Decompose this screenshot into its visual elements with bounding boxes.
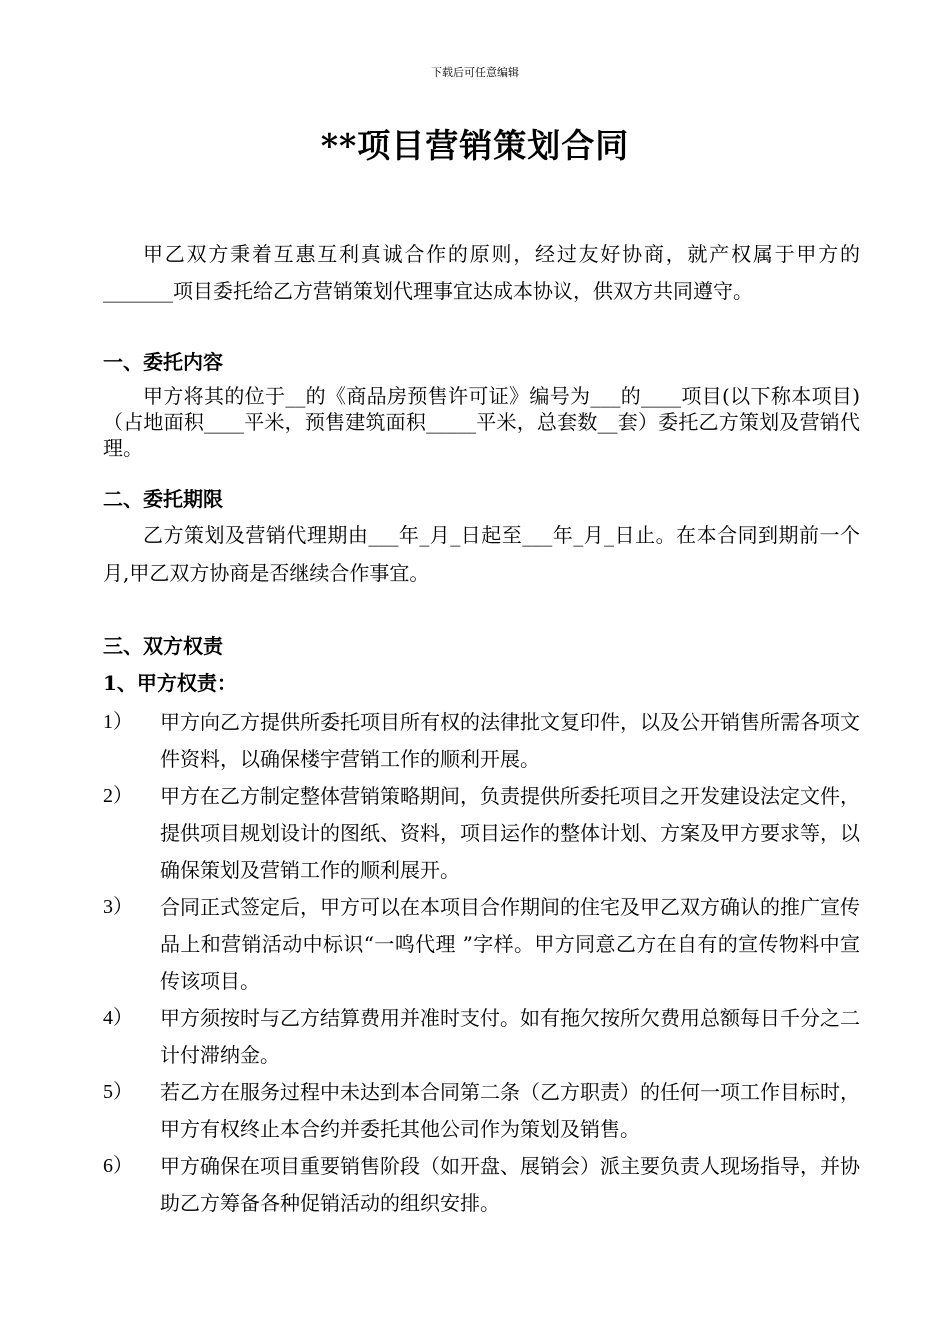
list-item-text: 若乙方在服务过程中未达到本合同第二条（乙方职责）的任何一项工作目标时，甲方有权终止本合约并委托其他公司作为策划及销售。 <box>160 1080 860 1141</box>
list-item-number: 5） <box>103 1081 133 1103</box>
list-item <box>103 889 860 1000</box>
sub-heading-party-a-rights: 1、甲方权责： <box>103 671 237 695</box>
list-item <box>103 778 860 889</box>
list-item-number: 3） <box>103 896 133 918</box>
section-heading-entrusted-content: 一、委托内容 <box>103 350 223 374</box>
list-item <box>103 1000 860 1074</box>
header-note: 下载后可任意编辑 <box>431 66 519 79</box>
list-item-text: 甲方向乙方提供所委托项目所有权的法律批文复印件，以及公开销售所需各项文件资料，以确保楼宇营销工作的顺利开展。 <box>160 710 860 771</box>
list-item-text: 甲方确保在项目重要销售阶段（如开盘、展销会）派主要负责人现场指导，并协助乙方筹备各种促销活动的组织安排。 <box>160 1154 860 1215</box>
list-item-number: 4） <box>103 1007 133 1029</box>
list-item-text: 甲方在乙方制定整体营销策略期间，负责提供所委托项目之开发建设法定文件，提供项目规划设计的图纸、资料，项目运作的整体计划、方案及甲方要求等，以确保策划及营销工作的顺利展开。 <box>160 784 860 882</box>
party-a-duties-list <box>103 704 860 1222</box>
list-item-text: 合同正式签定后，甲方可以在本项目合作期间的住宅及甲乙双方确认的推广宣传品上和营销活动中标识“一鸣代理 ”字样。甲方同意乙方在自有的宣传物料中宣传该项目。 <box>160 895 860 993</box>
section-body-entrusted-content: 甲方将其的位于__的《商品房预售许可证》编号为___的____项目(以下称本项目)（占地面积____平米，预售建筑面积_____平米，总套数__套）委托乙方策划及营销代理。 <box>103 384 860 460</box>
list-item-text: 甲方须按时与乙方结算费用并准时支付。如有拖欠按所欠费用总额每日千分之二计付滞纳金。 <box>160 1006 860 1067</box>
intro-paragraph: 甲乙双方秉着互惠互利真诚合作的原则，经过友好协商，就产权属于甲方的_______项目委托给乙方营销策划代理事宜达成本协议，供双方共同遵守。 <box>103 242 860 303</box>
section-heading-entrusted-period: 二、委托期限 <box>103 487 223 511</box>
list-item-number: 2） <box>103 785 133 807</box>
list-item-number: 1） <box>103 711 133 733</box>
section-heading-rights-duties: 三、双方权责 <box>103 634 223 658</box>
section-body-entrusted-period: 乙方策划及营销代理期由___年_月_日起至___年_月_日止。在本合同到期前一个月,甲乙双方协商是否继续合作事宜。 <box>103 523 860 585</box>
list-item-number: 6） <box>103 1155 133 1177</box>
list-item <box>103 1074 860 1148</box>
document-title: **项目营销策划合同 <box>320 126 630 165</box>
list-item <box>103 1148 860 1222</box>
list-item <box>103 704 860 778</box>
